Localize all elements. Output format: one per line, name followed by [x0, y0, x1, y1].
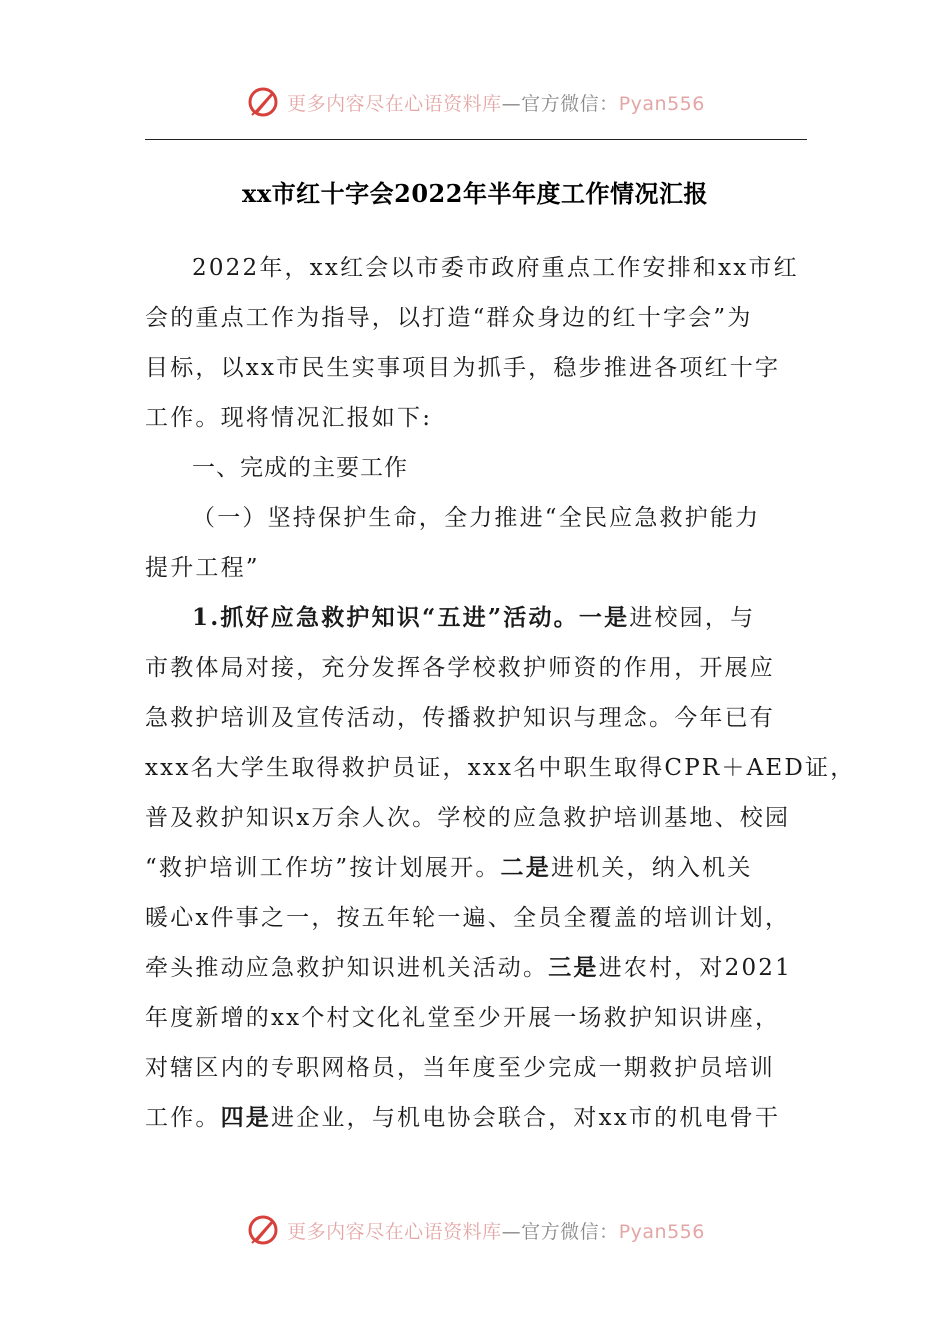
paragraph-line: 急救护培训及宣传活动，传播救护知识与理念。今年已有: [145, 705, 775, 731]
point-label: 二是: [500, 854, 551, 881]
point-text: “救护培训工作坊”按计划展开。: [145, 855, 501, 881]
quill-logo-icon: [245, 1212, 281, 1248]
paragraph-line: 会的重点工作为指导，以打造“群众身边的红十字会”为: [145, 305, 753, 331]
point-label: 一是: [578, 604, 630, 631]
subheading-line: （一）坚持保护生命，全力推进“全民应急救护能力: [192, 505, 761, 531]
point-label: 三是: [548, 954, 599, 981]
paragraph-line: 工作。现将情况汇报如下:: [145, 405, 433, 431]
paragraph-line: [145, 948, 810, 998]
point-text: 工作。: [145, 1105, 221, 1131]
document-title: xx市红十字会2022年半年度工作情况汇报: [242, 179, 708, 208]
watermark-text: 更多内容尽在心语资料库—官方微信：Pyan556: [287, 1220, 705, 1243]
watermark-banner-top: [0, 80, 950, 124]
point-text: 进企业，与机电协会联合，对xx市的机电骨干: [271, 1105, 781, 1131]
header-divider: [145, 139, 807, 140]
point-text: 牵头推动应急救护知识进机关活动。: [145, 955, 549, 981]
paragraph-line: 2022年，xx红会以市委市政府重点工作安排和xx市红: [192, 255, 799, 281]
document-body: [145, 248, 856, 1148]
paragraph-line: 市教体局对接，充分发挥各学校救护师资的作用，开展应: [145, 655, 775, 681]
watermark-banner-bottom: [0, 1208, 950, 1252]
section-heading: 一、完成的主要工作: [192, 455, 408, 481]
quill-logo-icon: [245, 84, 281, 120]
watermark-text: 更多内容尽在心语资料库—官方微信：Pyan556: [287, 92, 705, 115]
paragraph-line: 对辖区内的专职网格员，当年度至少完成一期救护员培训: [145, 1055, 775, 1081]
paragraph-line: xxx名大学生取得救护员证，xxx名中职生取得CPR＋AED证，: [145, 755, 856, 781]
item-lead: 1.抓好应急救护知识“五进”活动。: [192, 604, 579, 631]
paragraph-line: 目标，以xx市民生实事项目为抓手，稳步推进各项红十字: [145, 355, 781, 381]
item-lead-line: [145, 598, 810, 648]
point-label: 四是: [220, 1104, 272, 1131]
point-text: 进机关，纳入机关: [550, 855, 753, 881]
paragraph-line: 年度新增的xx个村文化礼堂至少开展一场救护知识讲座，: [145, 1005, 781, 1031]
paragraph-line: [145, 848, 810, 898]
paragraph-line: [145, 1098, 810, 1148]
paragraph-line: 普及救护知识x万余人次。学校的应急救护培训基地、校园: [145, 805, 791, 831]
point-text: 进校园，与: [629, 605, 756, 631]
point-text: 进农村，对2021: [598, 955, 792, 981]
subheading-line: 提升工程”: [145, 555, 260, 581]
paragraph-line: 暖心x件事之一，按五年轮一遍、全员全覆盖的培训计划，: [145, 905, 791, 931]
